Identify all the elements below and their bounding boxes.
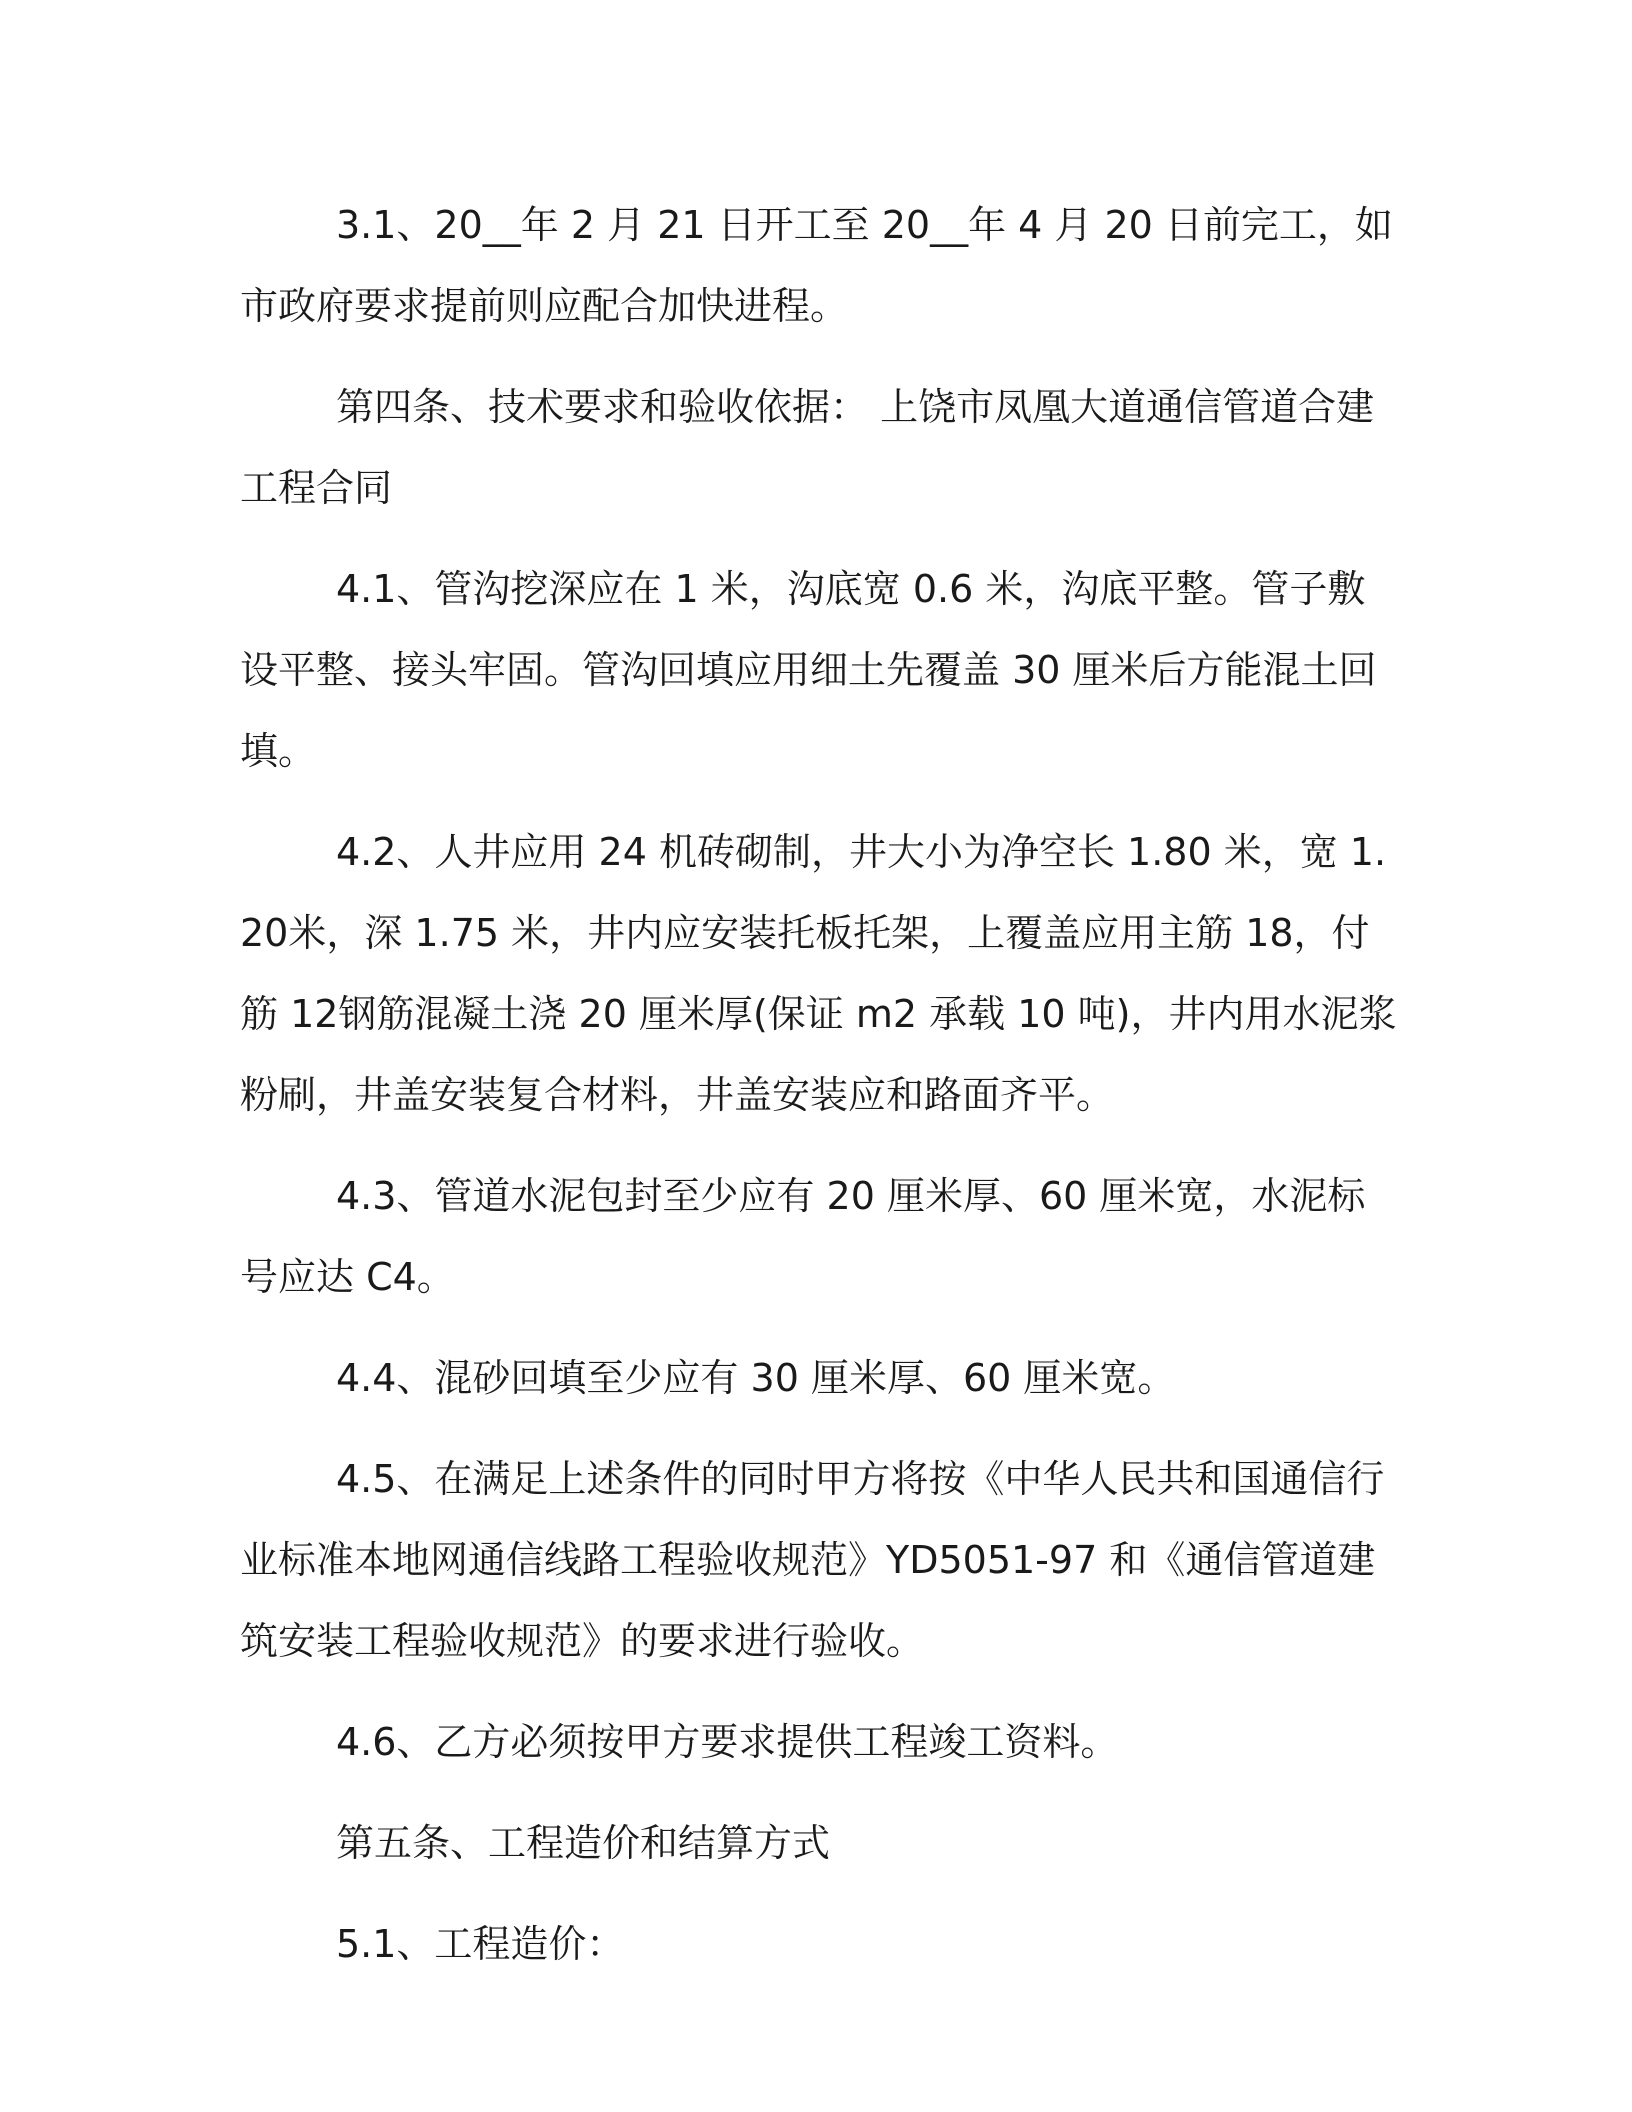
paragraph-4-6: 4.6、乙方必须按甲方要求提供工程竣工资料。 <box>336 1720 1119 1764</box>
paragraph-4-2: 4.2、人井应用 24 机砖砌制，井大小为净空长 1.80 米，宽 1.20米，深 1.75 米，井内应安装托板托架，上覆盖应用主筋 18，付筋 12钢筋混凝土浇 20 厘米厚(保证 m2 承载 10 吨)，井内用水泥浆粉刷，井盖安装复合材料，井盖安装应和路面齐平。 <box>240 830 1397 1117</box>
paragraph-4-3: 4.3、管道水泥包封至少应有 20 厘米厚、60 厘米宽，水泥标号应达 C4。 <box>240 1174 1366 1299</box>
paragraph-4-1: 4.1、管沟挖深应在 1 米，沟底宽 0.6 米，沟底平整。管子敷设平整、接头牢固。管沟回填应用细土先覆盖 30 厘米后方能混土回填。 <box>240 567 1377 773</box>
paragraph-3-1: 3.1、20__年 2 月 21 日开工至 20__年 4 月 20 日前完工，如市政府要求提前则应配合加快进程。 <box>240 203 1393 328</box>
document-body <box>240 185 1400 2005</box>
paragraph-4-5: 4.5、在满足上述条件的同时甲方将按《中华人民共和国通信行业标准本地网通信线路工程验收规范》YD5051-97 和《通信管道建筑安装工程验收规范》的要求进行验收。 <box>240 1457 1385 1663</box>
paragraph-article-5: 第五条、工程造价和结算方式 <box>336 1821 831 1865</box>
paragraph-article-4: 第四条、技术要求和验收依据： 上饶市凤凰大道通信管道合建工程合同 <box>240 385 1375 510</box>
paragraph-4-4: 4.4、混砂回填至少应有 30 厘米厚、60 厘米宽。 <box>336 1356 1176 1400</box>
paragraph-5-1: 5.1、工程造价： <box>336 1922 625 1966</box>
